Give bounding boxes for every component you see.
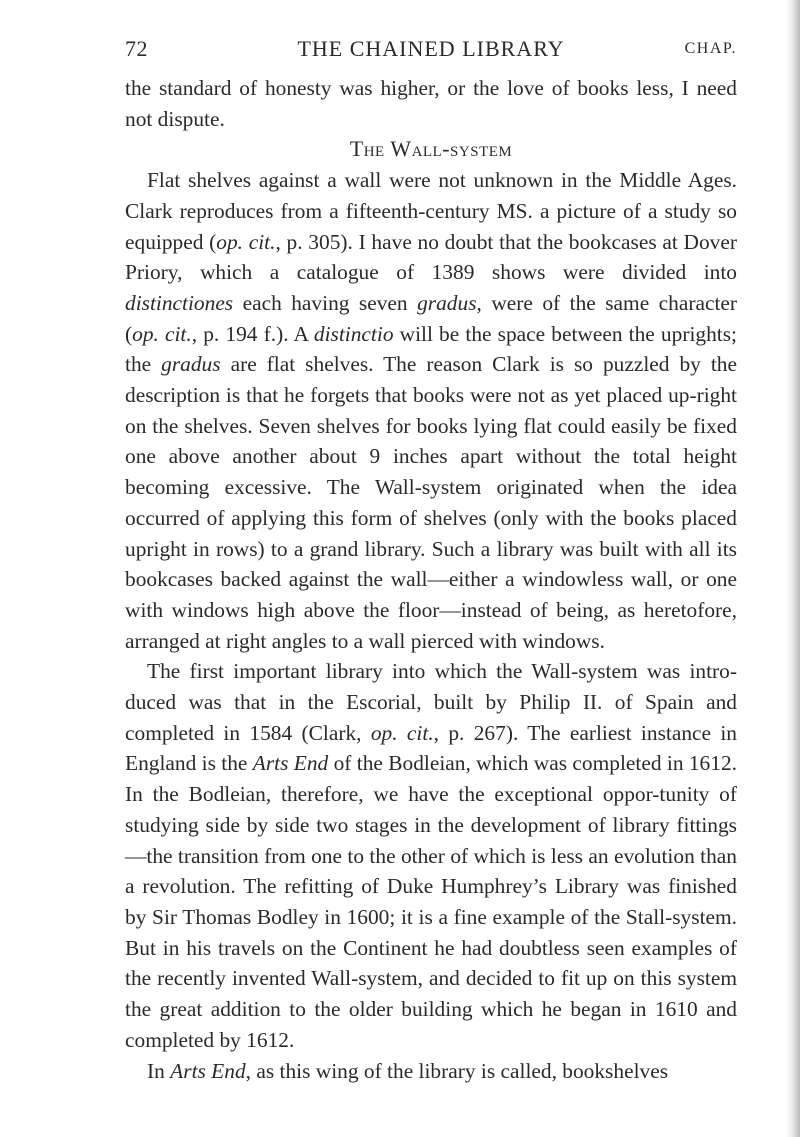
paragraph-escorial-bodleian	[125, 656, 737, 1055]
italic-run: Arts End	[252, 751, 329, 776]
page-edge-shadow	[786, 0, 800, 1137]
paragraph-wall-system-origin	[125, 165, 737, 656]
text-run: , as this wing of the library is called, bookshelves	[245, 1058, 669, 1083]
text-run: Flat shelves against a wall were not unknown in the Middle Ages. Clark reproduces from a fifteenth-century MS. a picture of a study so equipped (	[125, 168, 737, 254]
page-number: 72	[125, 36, 148, 61]
paragraph-continued: the standard of honesty was higher, or the love of books less, I need not dispute.	[125, 76, 737, 131]
italic-run: Arts End	[170, 1058, 246, 1083]
text-run: each having seven	[233, 290, 418, 315]
running-head	[125, 36, 737, 66]
italic-run: op. cit.	[370, 720, 434, 745]
italic-run: distinctio	[313, 321, 394, 346]
italic-run: gradus	[417, 290, 477, 315]
text-run: are flat shelves. The reason Clark is so puzzled by the description is that he forgets that books were not as yet placed up-right on the shelves. Seven shelves for books lying flat could easily be fixed one above another about 9 inches apart without the total height becoming excessive. The Wall-system originated when the idea occurred of applying this form of shelves (only with the books placed upright in rows) to a grand library. Such a library was built with all its bookcases backed against the wall—either a windowless wall, or one with windows high above the floor—instead of being, as heretofore, arranged at right angles to a wall pierced with windows.	[125, 352, 737, 653]
body-text	[125, 73, 737, 1086]
text-run: of the Bodleian, which was completed in 1612. In the Bodleian, therefore, we have the exceptional oppor-tunity of studying side by side two stages in the development of library fittings—the transition from one to the other of which is less an evolution than a revolution. The refitting of Duke Humphrey’s Library was finished by Sir Thomas Bodley in 1600; it is a fine example of the Stall-system. But in his travels on the Continent he had doubtless seen examples of the recently invented Wall-system, and decided to fit up on this system the great addition to the older building which he began in 1610 and completed by 1612.	[125, 751, 737, 1052]
italic-run: distinctiones	[125, 290, 234, 315]
text-run: The first important library into which the Wall-system was intro-duced was that in the Escorial, built by Philip II. of Spain and completed in 1584 (Clark,	[125, 659, 737, 745]
chapter-label: CHAP.	[684, 40, 737, 57]
italic-run: gradus	[161, 352, 221, 377]
running-title: THE CHAINED LIBRARY	[297, 36, 565, 61]
section-heading	[125, 134, 737, 165]
text-run: will be the space between the uprights; the	[125, 321, 737, 377]
italic-run: op. cit.	[216, 229, 276, 254]
paragraph-arts-end	[125, 1056, 737, 1087]
text-run: , p. 194 f.). A	[191, 321, 314, 346]
section-heading-text: The Wall-system	[349, 136, 513, 162]
italic-run: op. cit.	[132, 321, 192, 346]
text-run: , p. 305). I have no doubt that the bookcases at Dover Priory, which a catalogue of 1389 shows were divided into	[125, 229, 737, 285]
text-run: , p. 267). The earliest instance in England is the	[125, 720, 737, 776]
text-run: , were of the same character (	[125, 290, 737, 346]
text-run: In	[147, 1058, 171, 1083]
